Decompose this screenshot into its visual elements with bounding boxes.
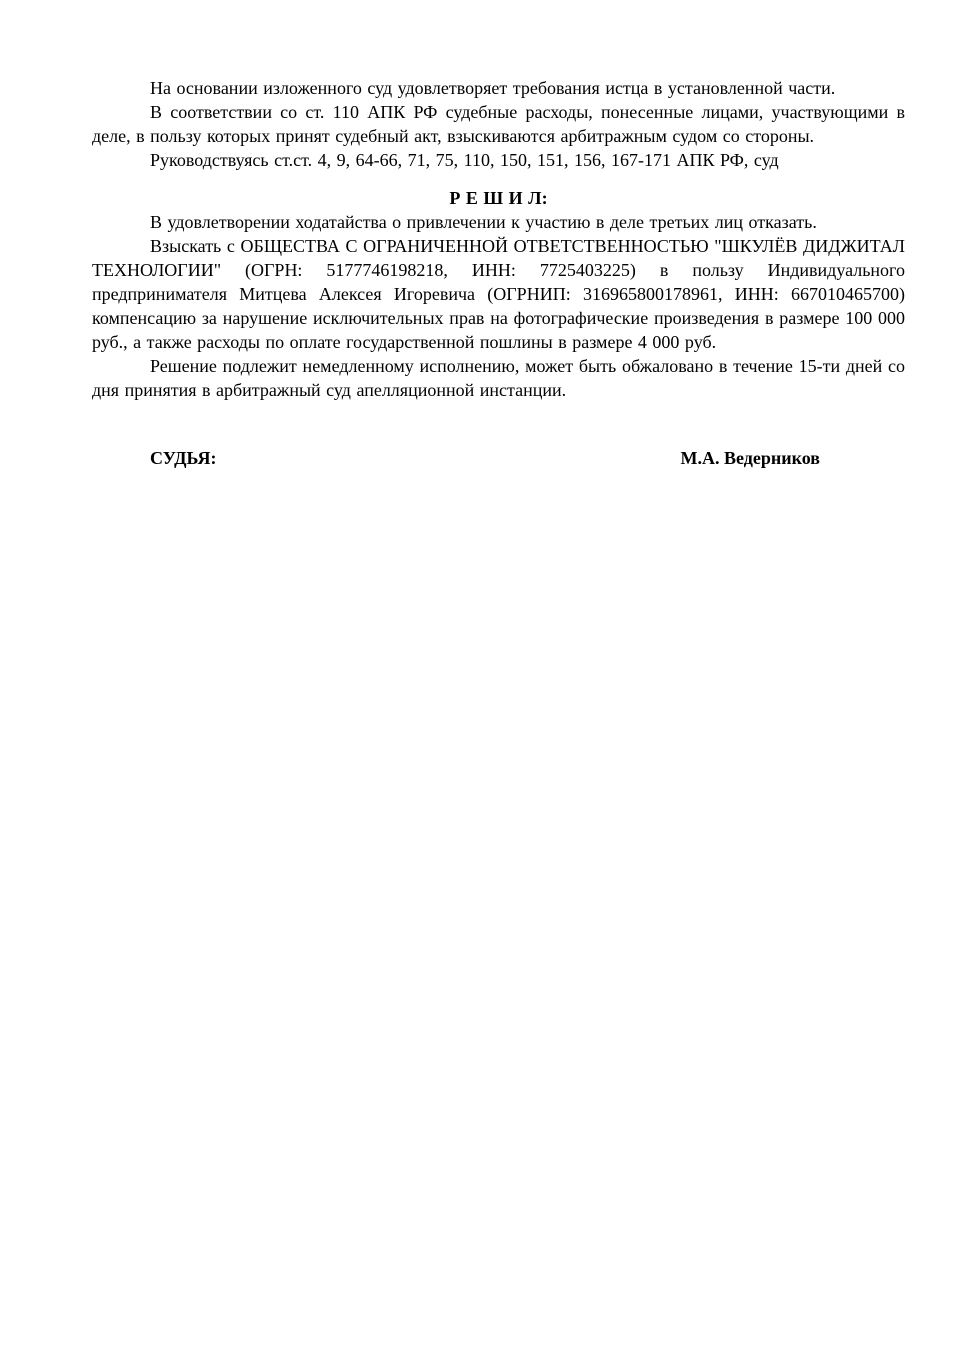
paragraph-guided-by: Руководствуясь ст.ст. 4, 9, 64-66, 71, 75, 110, 150, 151, 156, 167-171 АПК РФ, суд [150, 150, 779, 170]
judge-label: СУДЬЯ: [150, 448, 217, 468]
decision-heading: Р Е Ш И Л: [449, 188, 548, 208]
paragraph-third-parties-refusal: В удовлетворении ходатайства о привлечении к участию в деле третьих лиц отказать. [150, 212, 817, 232]
paragraph-court-costs: В соответствии со ст. 110 АПК РФ судебные расходы, понесенные лицами, участвующими в деле, в пользу которых принят судебный акт, взыскиваются арбитражным судом со стороны. [92, 102, 905, 146]
signature-row [92, 446, 905, 470]
paragraph-execution-appeal: Решение подлежит немедленному исполнению, может быть обжаловано в течение 15-ти дней со дня принятия в арбитражный суд апелляционной инстанции. [92, 356, 905, 400]
paragraph-recovery-order: Взыскать с ОБЩЕСТВА С ОГРАНИЧЕННОЙ ОТВЕТСТВЕННОСТЬЮ "ШКУЛЁВ ДИДЖИТАЛ ТЕХНОЛОГИИ" (ОГРН: 5177746198218, ИНН: 7725403225) в пользу Индивидуального предпринимателя Митцева Алексея Игоревича (ОГРНИП: 316965800178961, ИНН: 667010465700) компенсацию за нарушение исключительных прав на фотографические произведения в размере 100 000 руб., а также расходы по оплате государственной пошлины в размере 4 000 руб. [92, 236, 905, 352]
paragraph-grounds: На основании изложенного суд удовлетворяет требования истца в установленной части. [150, 78, 836, 98]
document-body [92, 76, 905, 470]
judge-name: М.А. Ведерников [680, 448, 820, 468]
